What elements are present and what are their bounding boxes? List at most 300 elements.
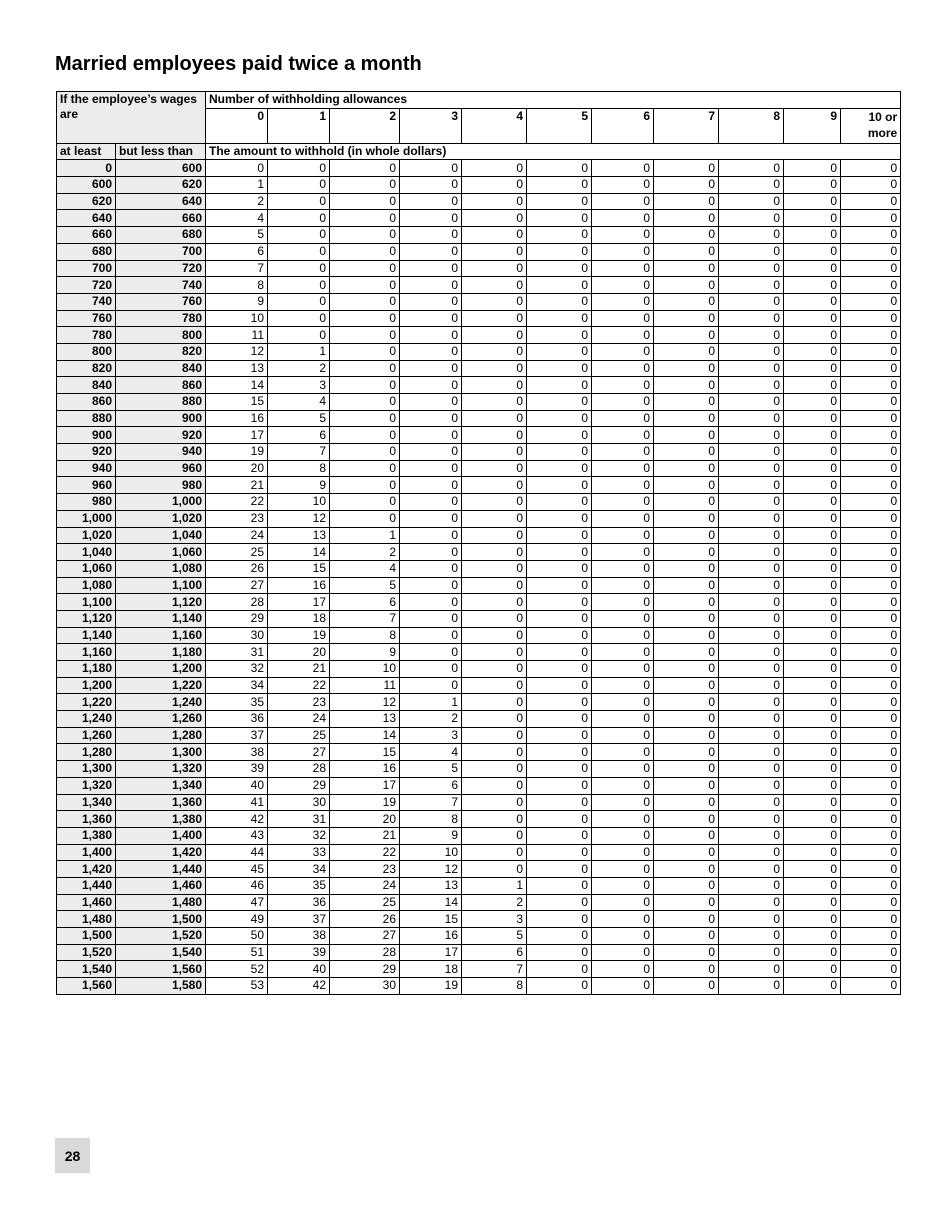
wage-at-least: 1,120 <box>57 610 116 627</box>
withholding-amount: 0 <box>462 360 527 377</box>
withholding-amount: 0 <box>400 444 462 461</box>
withholding-amount: 0 <box>784 177 841 194</box>
withholding-amount: 22 <box>206 494 268 511</box>
wage-less-than: 800 <box>116 327 206 344</box>
header-row <box>57 92 901 109</box>
wage-at-least: 940 <box>57 460 116 477</box>
withholding-amount: 0 <box>527 761 592 778</box>
table-row <box>57 327 901 344</box>
withholding-amount: 0 <box>527 594 592 611</box>
withholding-amount: 0 <box>527 277 592 294</box>
wage-at-least: 1,440 <box>57 877 116 894</box>
wage-at-least: 720 <box>57 277 116 294</box>
withholding-amount: 0 <box>592 727 654 744</box>
table-row <box>57 711 901 728</box>
withholding-amount: 0 <box>527 794 592 811</box>
withholding-amount: 0 <box>784 277 841 294</box>
withholding-amount: 0 <box>400 160 462 177</box>
withholding-amount: 0 <box>527 394 592 411</box>
withholding-amount: 0 <box>654 227 719 244</box>
withholding-amount: 2 <box>268 360 330 377</box>
wage-at-least: 1,140 <box>57 627 116 644</box>
withholding-amount: 0 <box>400 360 462 377</box>
withholding-amount: 0 <box>654 894 719 911</box>
withholding-amount: 8 <box>268 460 330 477</box>
wage-at-least: 1,280 <box>57 744 116 761</box>
withholding-amount: 0 <box>654 360 719 377</box>
withholding-amount: 0 <box>784 327 841 344</box>
withholding-table <box>56 91 901 995</box>
withholding-amount: 15 <box>268 560 330 577</box>
allowance-col-10-or-more: 10 or more <box>841 108 901 143</box>
withholding-amount: 0 <box>330 243 400 260</box>
withholding-amount: 0 <box>592 527 654 544</box>
withholding-amount: 7 <box>330 610 400 627</box>
withholding-amount: 0 <box>841 310 901 327</box>
withholding-amount: 0 <box>400 494 462 511</box>
withholding-amount: 1 <box>400 694 462 711</box>
withholding-amount: 0 <box>268 243 330 260</box>
wage-at-least: 960 <box>57 477 116 494</box>
withholding-amount: 0 <box>784 444 841 461</box>
withholding-amount: 0 <box>719 577 784 594</box>
withholding-amount: 0 <box>400 477 462 494</box>
withholding-amount: 40 <box>206 777 268 794</box>
wage-at-least: 640 <box>57 210 116 227</box>
withholding-amount: 0 <box>719 727 784 744</box>
wage-less-than: 680 <box>116 227 206 244</box>
withholding-amount: 0 <box>841 444 901 461</box>
withholding-amount: 0 <box>654 210 719 227</box>
withholding-amount: 0 <box>400 343 462 360</box>
withholding-amount: 0 <box>462 343 527 360</box>
withholding-amount: 0 <box>330 460 400 477</box>
withholding-amount: 0 <box>592 277 654 294</box>
withholding-amount: 23 <box>268 694 330 711</box>
withholding-amount: 0 <box>784 711 841 728</box>
withholding-amount: 0 <box>592 427 654 444</box>
withholding-amount: 0 <box>330 327 400 344</box>
wage-at-least: 880 <box>57 410 116 427</box>
withholding-amount: 0 <box>784 811 841 828</box>
withholding-amount: 20 <box>268 644 330 661</box>
withholding-amount: 3 <box>400 727 462 744</box>
withholding-amount: 0 <box>462 861 527 878</box>
withholding-amount: 0 <box>400 627 462 644</box>
withholding-amount: 0 <box>592 227 654 244</box>
wage-less-than: 600 <box>116 160 206 177</box>
withholding-amount: 0 <box>330 160 400 177</box>
withholding-amount: 0 <box>462 594 527 611</box>
withholding-amount: 0 <box>841 410 901 427</box>
withholding-amount: 20 <box>330 811 400 828</box>
withholding-amount: 8 <box>462 978 527 995</box>
withholding-amount: 23 <box>330 861 400 878</box>
table-row <box>57 444 901 461</box>
withholding-amount: 0 <box>400 293 462 310</box>
withholding-amount: 2 <box>330 544 400 561</box>
page-number: 28 <box>55 1138 90 1173</box>
withholding-amount: 0 <box>527 293 592 310</box>
wage-less-than: 960 <box>116 460 206 477</box>
withholding-amount: 0 <box>462 310 527 327</box>
withholding-amount: 0 <box>719 544 784 561</box>
withholding-amount: 26 <box>206 560 268 577</box>
withholding-amount: 0 <box>841 460 901 477</box>
withholding-amount: 0 <box>784 744 841 761</box>
table-row <box>57 394 901 411</box>
wage-less-than: 860 <box>116 377 206 394</box>
withholding-amount: 0 <box>462 577 527 594</box>
withholding-amount: 0 <box>719 510 784 527</box>
withholding-amount: 0 <box>462 243 527 260</box>
withholding-amount: 0 <box>462 727 527 744</box>
withholding-amount: 0 <box>592 360 654 377</box>
withholding-amount: 0 <box>400 661 462 678</box>
withholding-amount: 0 <box>462 661 527 678</box>
withholding-amount: 0 <box>841 661 901 678</box>
withholding-amount: 0 <box>592 711 654 728</box>
wage-less-than: 720 <box>116 260 206 277</box>
withholding-amount: 0 <box>462 811 527 828</box>
table-row <box>57 260 901 277</box>
withholding-amount: 4 <box>268 394 330 411</box>
wage-less-than: 1,400 <box>116 827 206 844</box>
withholding-amount: 4 <box>330 560 400 577</box>
wage-less-than: 1,300 <box>116 744 206 761</box>
withholding-amount: 4 <box>400 744 462 761</box>
withholding-amount: 26 <box>330 911 400 928</box>
withholding-amount: 0 <box>841 377 901 394</box>
withholding-amount: 0 <box>592 260 654 277</box>
withholding-amount: 6 <box>462 944 527 961</box>
withholding-amount: 0 <box>784 661 841 678</box>
withholding-amount: 37 <box>206 727 268 744</box>
withholding-amount: 0 <box>330 477 400 494</box>
withholding-amount: 0 <box>841 811 901 828</box>
withholding-amount: 17 <box>330 777 400 794</box>
withholding-amount: 0 <box>841 360 901 377</box>
table-row <box>57 744 901 761</box>
withholding-amount: 0 <box>784 293 841 310</box>
withholding-amount: 5 <box>330 577 400 594</box>
withholding-amount: 0 <box>462 711 527 728</box>
withholding-amount: 0 <box>719 310 784 327</box>
withholding-amount: 0 <box>841 243 901 260</box>
withholding-amount: 52 <box>206 961 268 978</box>
withholding-amount: 0 <box>592 694 654 711</box>
withholding-amount: 0 <box>841 711 901 728</box>
withholding-amount: 0 <box>527 510 592 527</box>
withholding-amount: 35 <box>206 694 268 711</box>
withholding-amount: 12 <box>330 694 400 711</box>
withholding-amount: 0 <box>527 694 592 711</box>
withholding-amount: 0 <box>841 944 901 961</box>
withholding-amount: 0 <box>719 661 784 678</box>
withholding-amount: 14 <box>206 377 268 394</box>
withholding-amount: 0 <box>719 494 784 511</box>
withholding-amount: 0 <box>330 444 400 461</box>
withholding-amount: 0 <box>784 560 841 577</box>
withholding-amount: 0 <box>330 410 400 427</box>
withholding-amount: 0 <box>268 310 330 327</box>
withholding-amount: 11 <box>206 327 268 344</box>
withholding-amount: 16 <box>268 577 330 594</box>
withholding-amount: 24 <box>206 527 268 544</box>
withholding-amount: 0 <box>400 560 462 577</box>
withholding-amount: 0 <box>330 177 400 194</box>
withholding-amount: 0 <box>462 644 527 661</box>
withholding-amount: 0 <box>654 510 719 527</box>
withholding-amount: 0 <box>719 861 784 878</box>
withholding-amount: 0 <box>592 594 654 611</box>
withholding-amount: 0 <box>841 277 901 294</box>
withholding-amount: 0 <box>654 610 719 627</box>
withholding-amount: 0 <box>592 961 654 978</box>
withholding-amount: 0 <box>462 527 527 544</box>
withholding-amount: 0 <box>841 794 901 811</box>
wage-less-than: 1,060 <box>116 544 206 561</box>
withholding-amount: 0 <box>841 210 901 227</box>
withholding-amount: 18 <box>268 610 330 627</box>
wage-at-least: 920 <box>57 444 116 461</box>
allowances-header: Number of withholding allowances <box>206 92 901 109</box>
withholding-amount: 0 <box>654 627 719 644</box>
withholding-amount: 0 <box>841 544 901 561</box>
withholding-amount: 0 <box>268 227 330 244</box>
withholding-amount: 16 <box>330 761 400 778</box>
withholding-amount: 41 <box>206 794 268 811</box>
table-row <box>57 544 901 561</box>
subheader-row <box>57 143 901 160</box>
withholding-amount: 0 <box>462 610 527 627</box>
withholding-amount: 1 <box>268 343 330 360</box>
withholding-amount: 0 <box>784 610 841 627</box>
wage-at-least: 1,500 <box>57 928 116 945</box>
withholding-amount: 0 <box>462 744 527 761</box>
withholding-amount: 0 <box>462 460 527 477</box>
withholding-amount: 0 <box>719 193 784 210</box>
table-row <box>57 961 901 978</box>
withholding-amount: 0 <box>400 277 462 294</box>
table-row <box>57 594 901 611</box>
table-row <box>57 777 901 794</box>
withholding-amount: 0 <box>592 861 654 878</box>
withholding-amount: 0 <box>592 210 654 227</box>
withholding-amount: 0 <box>592 794 654 811</box>
withholding-amount: 0 <box>527 844 592 861</box>
withholding-amount: 42 <box>268 978 330 995</box>
withholding-amount: 5 <box>400 761 462 778</box>
withholding-amount: 0 <box>784 427 841 444</box>
withholding-amount: 0 <box>719 410 784 427</box>
wage-less-than: 1,240 <box>116 694 206 711</box>
withholding-amount: 0 <box>462 677 527 694</box>
withholding-amount: 0 <box>462 277 527 294</box>
withholding-amount: 0 <box>592 894 654 911</box>
wage-less-than: 840 <box>116 360 206 377</box>
withholding-amount: 0 <box>462 627 527 644</box>
withholding-amount: 0 <box>841 777 901 794</box>
withholding-amount: 2 <box>462 894 527 911</box>
withholding-amount: 0 <box>462 260 527 277</box>
withholding-amount: 0 <box>400 177 462 194</box>
withholding-amount: 0 <box>784 911 841 928</box>
withholding-amount: 0 <box>527 577 592 594</box>
wage-at-least: 1,300 <box>57 761 116 778</box>
withholding-amount: 0 <box>592 661 654 678</box>
withholding-amount: 0 <box>654 827 719 844</box>
wage-at-least: 680 <box>57 243 116 260</box>
withholding-amount: 0 <box>527 477 592 494</box>
wage-at-least: 1,180 <box>57 661 116 678</box>
withholding-amount: 0 <box>719 460 784 477</box>
withholding-amount: 0 <box>527 877 592 894</box>
withholding-amount: 7 <box>462 961 527 978</box>
withholding-amount: 5 <box>206 227 268 244</box>
withholding-amount: 0 <box>841 394 901 411</box>
withholding-amount: 0 <box>654 177 719 194</box>
withholding-amount: 20 <box>206 460 268 477</box>
withholding-amount: 0 <box>400 327 462 344</box>
withholding-amount: 0 <box>462 544 527 561</box>
withholding-amount: 0 <box>527 343 592 360</box>
withholding-amount: 0 <box>719 944 784 961</box>
withholding-amount: 0 <box>527 177 592 194</box>
withholding-amount: 0 <box>592 160 654 177</box>
withholding-amount: 0 <box>527 610 592 627</box>
withholding-amount: 0 <box>462 844 527 861</box>
wage-header: If the employee’s wages are <box>57 92 206 144</box>
withholding-amount: 0 <box>400 577 462 594</box>
wage-at-least: 700 <box>57 260 116 277</box>
withholding-amount: 0 <box>462 794 527 811</box>
withholding-amount: 0 <box>719 527 784 544</box>
withholding-amount: 0 <box>400 460 462 477</box>
wage-at-least: 900 <box>57 427 116 444</box>
withholding-amount: 0 <box>719 794 784 811</box>
withholding-amount: 36 <box>206 711 268 728</box>
table-row <box>57 661 901 678</box>
withholding-amount: 10 <box>400 844 462 861</box>
withholding-amount: 17 <box>400 944 462 961</box>
withholding-amount: 0 <box>654 711 719 728</box>
withholding-amount: 13 <box>330 711 400 728</box>
withholding-amount: 0 <box>784 310 841 327</box>
withholding-amount: 0 <box>592 827 654 844</box>
withholding-amount: 31 <box>268 811 330 828</box>
withholding-amount: 0 <box>592 560 654 577</box>
withholding-amount: 0 <box>268 193 330 210</box>
withholding-amount: 0 <box>719 343 784 360</box>
withholding-amount: 0 <box>654 560 719 577</box>
wage-less-than: 1,080 <box>116 560 206 577</box>
withholding-amount: 10 <box>268 494 330 511</box>
wage-at-least: 1,560 <box>57 978 116 995</box>
table-row <box>57 477 901 494</box>
withholding-amount: 8 <box>206 277 268 294</box>
withholding-amount: 0 <box>654 861 719 878</box>
withholding-amount: 0 <box>841 343 901 360</box>
withholding-amount: 0 <box>592 777 654 794</box>
withholding-amount: 0 <box>784 243 841 260</box>
withholding-amount: 0 <box>527 661 592 678</box>
withholding-amount: 38 <box>268 928 330 945</box>
withholding-amount: 0 <box>527 360 592 377</box>
withholding-amount: 10 <box>330 661 400 678</box>
withholding-amount: 0 <box>330 494 400 511</box>
withholding-amount: 0 <box>462 560 527 577</box>
amount-label: The amount to withhold (in whole dollars) <box>206 143 901 160</box>
wage-at-least: 1,540 <box>57 961 116 978</box>
withholding-amount: 0 <box>719 160 784 177</box>
withholding-amount: 39 <box>268 944 330 961</box>
withholding-amount: 28 <box>330 944 400 961</box>
table-row <box>57 694 901 711</box>
withholding-amount: 0 <box>654 343 719 360</box>
withholding-amount: 36 <box>268 894 330 911</box>
wage-less-than: 980 <box>116 477 206 494</box>
withholding-amount: 0 <box>654 961 719 978</box>
withholding-amount: 0 <box>841 961 901 978</box>
withholding-amount: 0 <box>654 677 719 694</box>
withholding-amount: 0 <box>592 644 654 661</box>
withholding-amount: 0 <box>654 928 719 945</box>
withholding-amount: 0 <box>719 777 784 794</box>
table-row <box>57 210 901 227</box>
but-less-than-label: but less than <box>116 143 206 160</box>
withholding-amount: 0 <box>462 394 527 411</box>
withholding-amount: 0 <box>527 861 592 878</box>
withholding-amount: 0 <box>268 260 330 277</box>
withholding-amount: 28 <box>206 594 268 611</box>
withholding-amount: 0 <box>784 978 841 995</box>
wage-at-least: 840 <box>57 377 116 394</box>
withholding-amount: 0 <box>527 227 592 244</box>
withholding-amount: 22 <box>330 844 400 861</box>
withholding-amount: 1 <box>206 177 268 194</box>
withholding-amount: 0 <box>527 644 592 661</box>
withholding-amount: 0 <box>527 711 592 728</box>
withholding-amount: 0 <box>784 694 841 711</box>
withholding-amount: 0 <box>462 694 527 711</box>
withholding-amount: 0 <box>330 360 400 377</box>
withholding-amount: 42 <box>206 811 268 828</box>
table-row <box>57 510 901 527</box>
wage-at-least: 980 <box>57 494 116 511</box>
wage-at-least: 780 <box>57 327 116 344</box>
withholding-amount: 0 <box>462 444 527 461</box>
wage-less-than: 780 <box>116 310 206 327</box>
withholding-amount: 0 <box>784 794 841 811</box>
wage-at-least: 1,060 <box>57 560 116 577</box>
withholding-amount: 0 <box>400 260 462 277</box>
table-row <box>57 827 901 844</box>
withholding-amount: 21 <box>206 477 268 494</box>
withholding-amount: 11 <box>330 677 400 694</box>
withholding-amount: 0 <box>784 494 841 511</box>
table-row <box>57 911 901 928</box>
withholding-amount: 0 <box>719 677 784 694</box>
withholding-amount: 0 <box>592 243 654 260</box>
wage-less-than: 940 <box>116 444 206 461</box>
withholding-amount: 0 <box>841 761 901 778</box>
table-row <box>57 677 901 694</box>
withholding-amount: 25 <box>206 544 268 561</box>
withholding-amount: 0 <box>592 577 654 594</box>
withholding-amount: 0 <box>841 861 901 878</box>
withholding-amount: 0 <box>462 777 527 794</box>
